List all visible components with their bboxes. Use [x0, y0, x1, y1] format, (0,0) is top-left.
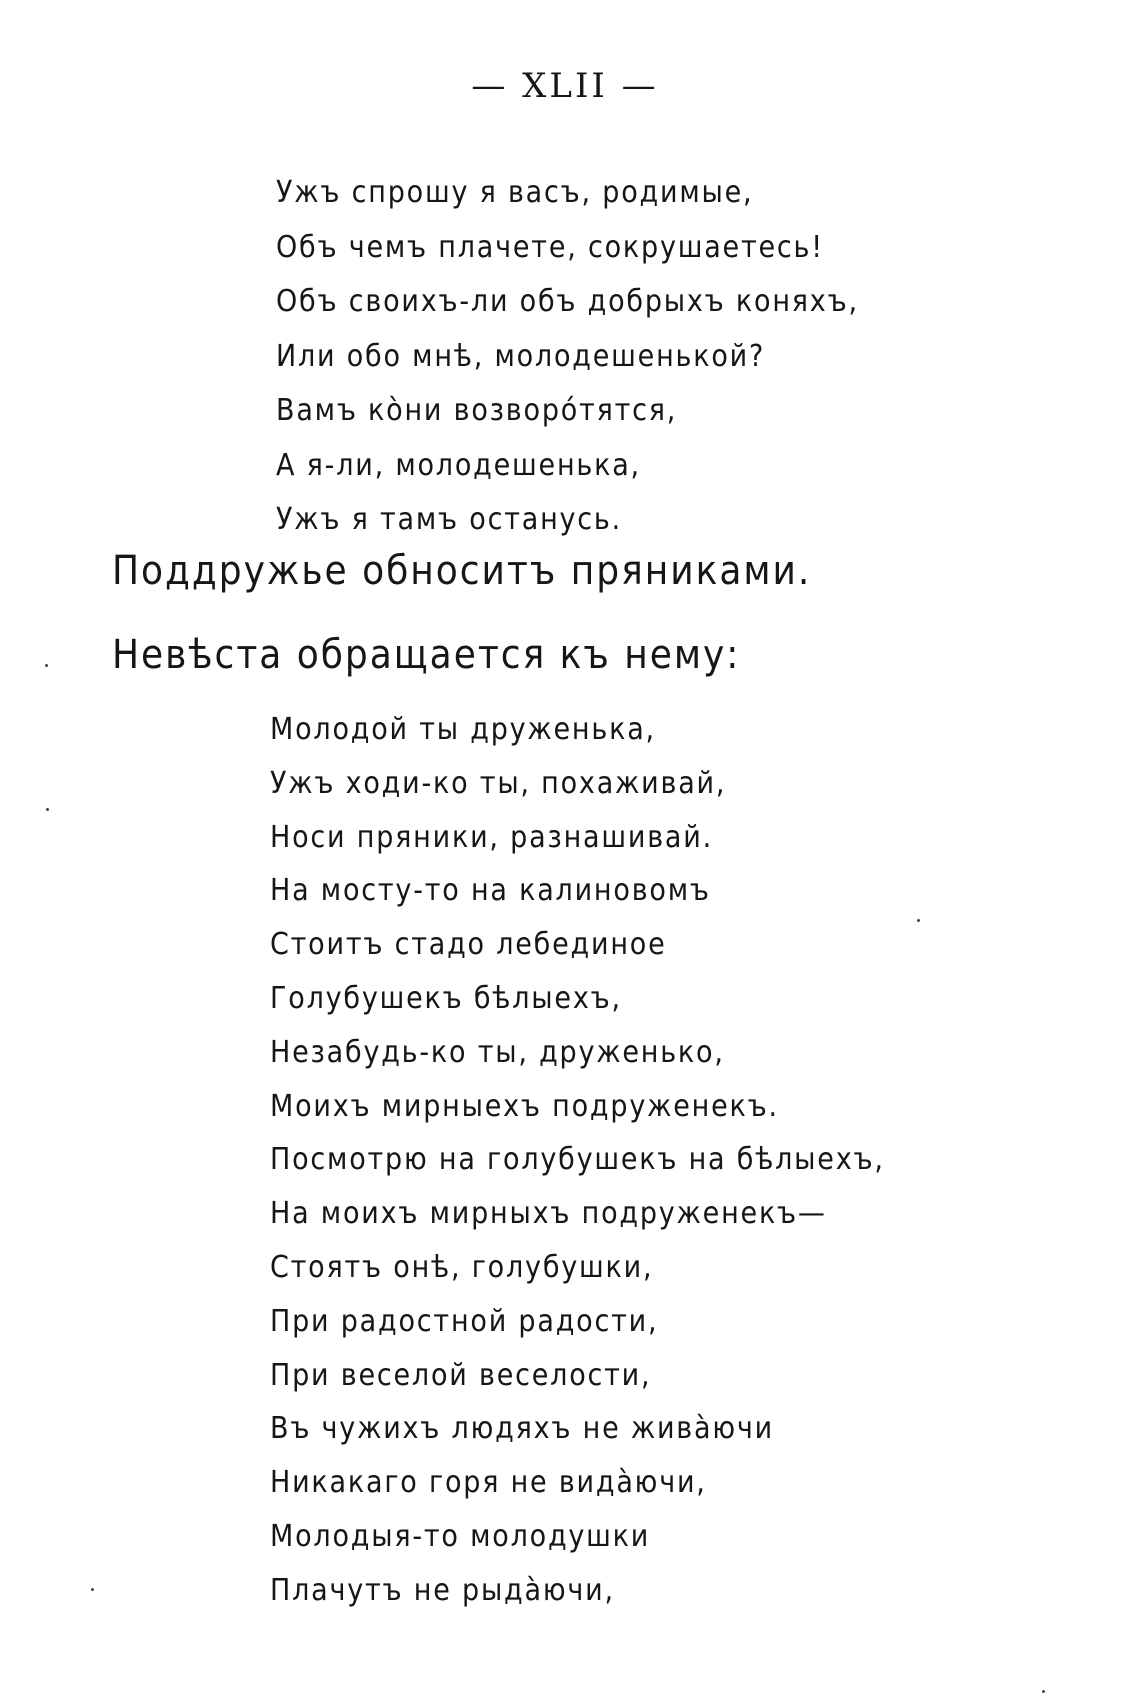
scan-speck — [917, 919, 920, 922]
verse-line: Моихъ мирныехъ подруженекъ. — [270, 1088, 779, 1124]
verse-line: Стоятъ онѣ, голубушки, — [270, 1249, 654, 1285]
verse-line: Молодой ты друженька, — [270, 712, 656, 747]
verse-line: Или обо мнѣ, молодешенькой? — [276, 338, 766, 374]
lament-verse-2 — [270, 703, 885, 1618]
scan-speck — [91, 1588, 94, 1591]
verse-line: Ужъ я тамъ останусь. — [276, 502, 623, 537]
verse-line: Ужъ спрошу я васъ, родимые, — [276, 175, 754, 210]
verse-line: Посмотрю на голубушекъ на бѣлыехъ, — [270, 1142, 885, 1178]
verse-line: Голубушекъ бѣлыехъ, — [270, 980, 622, 1016]
lament-verse-1 — [276, 166, 859, 548]
scan-speck — [1042, 1690, 1045, 1693]
stage-direction: Невѣста обращается къ нему: — [112, 632, 741, 678]
verse-line: Плачутъ не рыдàючи, — [270, 1572, 615, 1608]
verse-line: Объ чемъ плачете, сокрушаетесь! — [276, 229, 824, 265]
verse-line: Объ своихъ-ли объ добрыхъ коняхъ, — [276, 284, 859, 319]
verse-line: А я-ли, молодешенька, — [276, 447, 641, 483]
scan-speck — [46, 808, 49, 811]
verse-line: Никакаго горя не видàючи, — [270, 1465, 707, 1501]
verse-line: При веселой веселости, — [270, 1357, 652, 1393]
verse-line: Ужъ ходи-ко ты, похаживай, — [270, 765, 727, 801]
verse-line: На моихъ мирныхъ подруженекъ— — [270, 1196, 827, 1232]
verse-line: Въ чужихъ людяхъ не живàючи — [270, 1411, 774, 1447]
verse-line: На мосту-то на калиновомъ — [270, 873, 711, 909]
verse-line: Стоитъ стадо лебединое — [270, 927, 667, 963]
page-number: — XLII — — [471, 66, 659, 106]
verse-line: Носи пряники, разнашивай. — [270, 819, 713, 855]
verse-line: Молодыя-то молодушки — [270, 1518, 651, 1554]
verse-line: Вамъ кòни возворóтятся, — [276, 393, 678, 428]
verse-line: Незабудь-ко ты, друженько, — [270, 1034, 725, 1070]
verse-line: При радостной радости, — [270, 1303, 659, 1339]
stage-direction: Поддружье обноситъ пряниками. — [112, 548, 812, 594]
scan-speck — [45, 664, 48, 667]
